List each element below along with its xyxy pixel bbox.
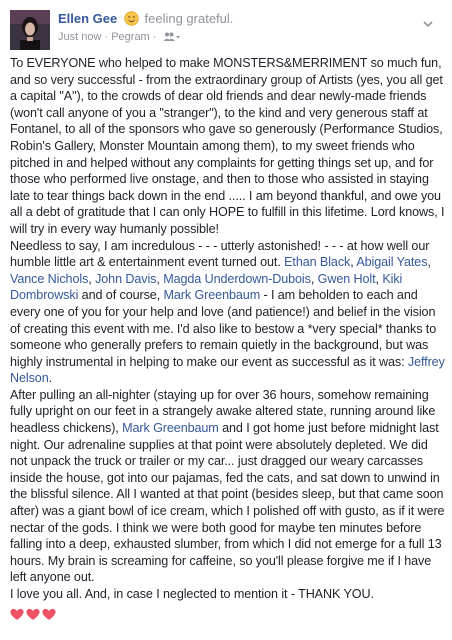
chevron-down-icon[interactable]: [422, 18, 434, 30]
friends-audience-icon[interactable]: [163, 32, 180, 42]
tag-john-davis[interactable]: John Davis: [95, 271, 157, 286]
heart-icon: [10, 608, 24, 621]
avatar[interactable]: [10, 10, 50, 50]
tag-mark-greenbaum[interactable]: Mark Greenbaum: [163, 288, 261, 303]
meta-separator: ·: [149, 31, 160, 44]
tag-mark-greenbaum[interactable]: Mark Greenbaum: [122, 421, 219, 436]
feeling-text: feeling grateful.: [144, 11, 234, 26]
tag-magda-underdown-dubois[interactable]: Magda Underdown-Dubois: [163, 271, 311, 286]
meta-separator: ·: [101, 31, 112, 44]
heart-icon: [26, 608, 40, 621]
tag-vance-nichols[interactable]: Vance Nichols: [10, 271, 89, 286]
grateful-face-icon: [124, 11, 139, 26]
heart-icon: [42, 608, 56, 621]
paragraph-thanks: To EVERYONE who helped to make MONSTERS&MERRIMENT so much fun, and so very successful - from the extraordinary group of Artists (yes, you all get a capital "A"), to the crowds of dear old friends and dear newly-made friends (won't call anyone of you a "stranger"), to the kind and very generous staff at Fontanel, to all of the sponsors who gave so generously (Performance Studios, Robin's Gallery, Monster Mountain among them), to my sweet friends who pitched in and helped without any complaints for getting things set up, and for those who performed live onstage, and then to those who assisted in staying late to tear things back down in the end ..... I am beyond thankful, and owe you all a debt of gratitude that I can only HOPE to fulfill in this lifetime. Lord knows, I will try in every way humanly possible!: [10, 56, 445, 236]
tag-abigail-yates[interactable]: Abigail Yates: [356, 255, 428, 270]
paragraph-credits: Needless to say, I am incredulous - - - utterly astonished! - - - at how well our humble little art & entertainment event turned out. Ethan Black, Abigail Yates, Vance Nichols, John Davis, Magda Underdown-Dubois, Gwen Holt, Kiki Dombrowski and of course, Mark Greenbaum - I am beholden to each and every one of you for your help and love (and patience!) and belief in the vision of creating this event with me. I'd also like to bestow a *very special* thanks to someone who generally prefers to remain quietly in the background, but was highly instrumental in helping to make our event as successful as it was: Jeffrey Nelson.: [10, 238, 445, 386]
post-body: [10, 55, 446, 622]
paragraph-aftermath: After pulling an all-nighter (staying up for over 36 hours, somehow remaining fully upright on our feet in a strangely awake altered state, running around like headless chickens), Mark Greenbaum and I got home just before midnight last night. Our adrenaline supplies at that point were absolutely depleted. We did not unpack the truck or trailer or my car... just dragged our weary carcasses inside the house, got into our pajamas, fed the cats, and sat down to unwind in the blissful silence. All I wanted at that point (besides sleep, but that came soon after) was a giant bowl of ice cream, which I polished off with gusto, as if it were nectar of the gods. I think we were both good for maybe ten minutes before falling into a deep, exhausted slumber, from which I did not emerge for a full 13 hours. My brain is screaming for caffeine, so you'll please forgive me if I have left anyone out.: [10, 387, 445, 585]
paragraph-closing: I love you all. And, in case I neglected to mention it - THANK YOU.: [10, 587, 374, 601]
post-meta: [58, 31, 180, 43]
timestamp[interactable]: Just now: [58, 31, 102, 44]
post-header: [10, 10, 442, 50]
post-title-line: [58, 11, 233, 26]
tag-kiki-dombrowski[interactable]: Kiki Dombrowski: [10, 271, 403, 303]
tag-ethan-black[interactable]: Ethan Black: [284, 255, 351, 270]
app-name[interactable]: Pegram: [111, 31, 150, 44]
tag-jeffrey-nelson[interactable]: Jeffrey Nelson: [10, 354, 445, 386]
tag-gwen-holt[interactable]: Gwen Holt: [317, 271, 376, 286]
hearts-row: [10, 606, 446, 622]
author-name[interactable]: Ellen Gee: [58, 11, 118, 26]
